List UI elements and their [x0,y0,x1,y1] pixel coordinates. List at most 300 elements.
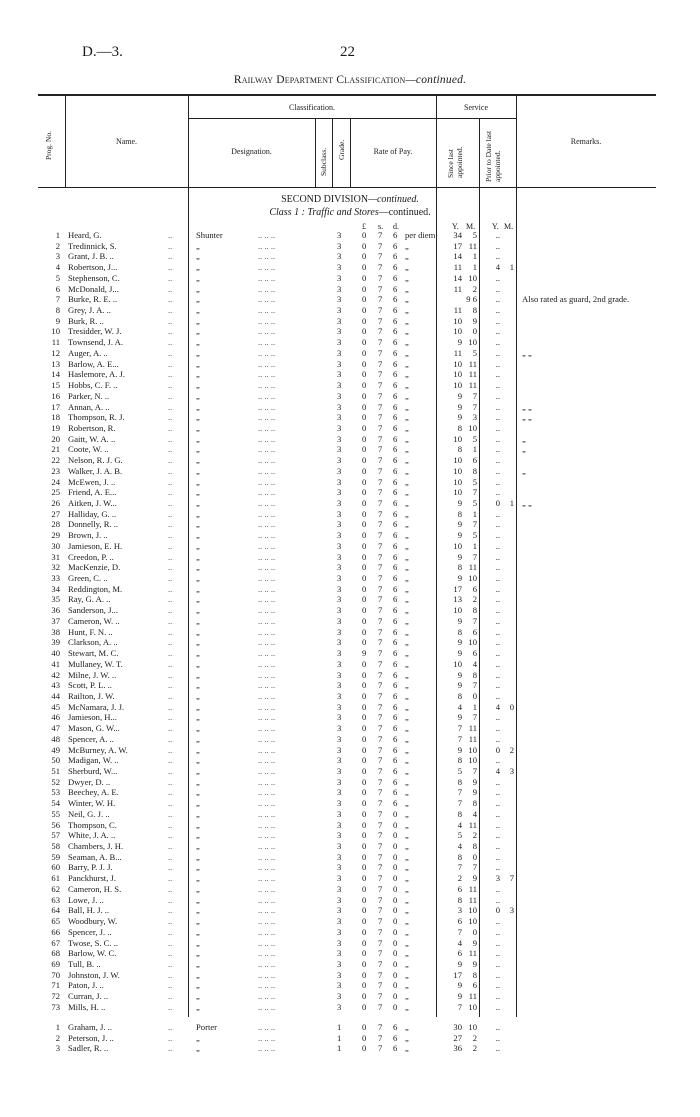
cell-l: 0 [362,937,367,948]
cell-grade: 3 [337,658,342,669]
cell-l: 0 [362,862,367,873]
cell-l: 0 [362,615,367,626]
table-row [0,809,700,820]
cell-y2: .. [495,969,500,980]
cell-y1: 7 [457,862,462,873]
section-title-main: SECOND DIVISION [281,194,369,205]
cell-d: 6 [393,422,398,433]
cell-grade: 3 [337,240,342,251]
cell-s: 7 [378,690,383,701]
cell-des: „ [196,733,200,744]
cell-s: 7 [378,991,383,1002]
cell-dots2: .. .. .. [258,251,276,262]
cell-l: 0 [362,766,367,776]
cell-l: 0 [362,508,367,519]
cell-name: Stephenson, C. [68,272,120,283]
cell-d: 6 [393,573,398,584]
cell-y1: 8 [457,894,462,905]
cell-l: 0 [362,948,367,959]
cell-dots1: .. [168,347,173,358]
cell-s: 7 [378,390,383,401]
cell-des: „ [196,272,200,283]
cell-des: „ [196,626,200,637]
cell-s: 7 [378,894,383,905]
cell-dots1: .. [168,369,173,380]
cell-no: 53 [51,787,60,798]
cell-no: 39 [51,637,60,648]
cell-grade: 3 [337,883,342,894]
cell-y1: 10 [453,455,462,466]
cell-dots1: .. [168,1043,173,1054]
cell-per: „ [405,401,409,412]
cell-des: „ [196,905,200,916]
cell-per: „ [405,798,409,809]
cell-no: 38 [51,626,60,637]
cell-name: Stewart, M. C. [68,648,119,659]
cell-des: „ [196,894,200,905]
cell-name: Sherburd, W... [68,766,118,776]
cell-d: 6 [393,498,398,508]
cell-name: McBurney, A. W. [68,744,128,755]
cell-per: „ [405,937,409,948]
cell-grade: 3 [337,412,342,423]
cell-grade: 3 [337,862,342,873]
cell-grade: 3 [337,583,342,594]
cell-y1: 17 [453,969,462,980]
cell-no: 72 [51,991,60,1002]
cell-s: 7 [378,615,383,626]
cell-l: 0 [362,583,367,594]
table-row [0,702,700,713]
cell-s: 7 [378,422,383,433]
cell-d: 0 [393,916,398,927]
cell-grade: 3 [337,294,342,305]
cell-no: 3 [55,1043,60,1054]
cell-per: „ [405,487,409,498]
cell-d: 6 [393,712,398,723]
cell-des: „ [196,519,200,530]
cell-no: 45 [51,701,60,712]
cell-m1: 3 [472,412,477,423]
cell-dots1: .. [168,851,173,862]
cell-des: „ [196,658,200,669]
cell-s: 7 [378,262,383,273]
cell-no: 43 [51,680,60,691]
cell-y2: .. [495,712,500,723]
cell-m1: 6 [472,583,477,594]
cell-dots2: .. .. .. [258,412,276,423]
cell-dots2: .. .. .. [258,787,276,798]
cell-d: 6 [393,637,398,648]
cell-dots2: .. .. .. [258,498,276,508]
cell-dots2: .. .. .. [258,712,276,723]
cell-y2: 4 [495,262,500,273]
table-row [0,519,700,530]
cell-per: „ [405,1001,409,1012]
cell-name: Tull, B. .. [68,958,101,969]
cell-y1: 4 [457,937,462,948]
cell-per: „ [405,465,409,476]
cell-s: 7 [378,680,383,691]
cell-no: 65 [51,916,60,927]
cell-m1: 9 [472,315,477,326]
cell-dots2: .. .. .. [258,465,276,476]
cell-dots2: .. .. .. [258,926,276,937]
cell-grade: 3 [337,808,342,819]
cell-des: „ [196,862,200,873]
cell-dots2: .. .. .. [258,744,276,755]
cell-dots1: .. [168,680,173,691]
cell-name: Gaitt, W. A. .. [68,433,116,444]
cell-dots1: .. [168,326,173,337]
cell-m1: 2 [472,830,477,841]
running-title-main: Railway Department Classification [233,74,406,86]
table-row [0,326,700,337]
table-row [0,1022,700,1033]
cell-l: 0 [362,1032,367,1043]
cell-dots1: .. [168,894,173,905]
cell-dots2: .. .. .. [258,991,276,1002]
cell-y1: 7 [457,733,462,744]
cell-y1: 9 [457,390,462,401]
cell-dots2: .. .. .. [258,594,276,605]
cell-m1: 11 [468,894,477,905]
cell-no: 36 [51,605,60,616]
cell-s: 7 [378,433,383,444]
cell-y2: .. [495,551,500,562]
cell-y2: .. [495,626,500,637]
cell-dots1: .. [168,862,173,873]
cell-m1: 11 [468,358,477,369]
cell-per: „ [405,369,409,380]
cell-grade: 3 [337,701,342,712]
cell-dots2: .. .. .. [258,1043,276,1054]
cell-dots2: .. .. .. [258,808,276,819]
cell-y1: 2 [457,873,462,884]
cell-l: 9 [362,648,367,659]
cell-l: 0 [362,1043,367,1054]
cell-y1: 9 [457,669,462,680]
cell-des: „ [196,637,200,648]
cell-grade: 3 [337,755,342,766]
cell-y1: 8 [457,562,462,573]
cell-dots1: .. [168,819,173,830]
cell-grade: 3 [337,573,342,584]
cell-des: „ [196,766,200,776]
cell-per: „ [405,969,409,980]
unit-pounds: £ [362,222,366,231]
cell-per: „ [405,508,409,519]
cell-l: 0 [362,573,367,584]
table-row [0,294,700,305]
cell-name: Donnelly, R. .. [68,519,119,530]
cell-s: 7 [378,798,383,809]
cell-s: 7 [378,444,383,455]
cell-grade: 3 [337,433,342,444]
cell-l: 0 [362,540,367,551]
cell-l: 0 [362,712,367,723]
cell-dots2: .. .. .. [258,776,276,787]
cell-dots1: .. [168,958,173,969]
cell-name: Robertson, R. [68,422,116,433]
cell-y1: 7 [457,787,462,798]
cell-y2: 0 [495,498,500,508]
cell-y1: 3 [457,905,462,916]
cell-m1: 11 [468,991,477,1002]
cell-per: „ [405,315,409,326]
cell-name: Thompson, R. J. [68,412,125,423]
cell-name: Reddington, M. [68,583,123,594]
cell-dots1: .. [168,1001,173,1012]
cell-y1: 8 [457,626,462,637]
cell-y1: 10 [453,487,462,498]
cell-m1: 10 [468,744,477,755]
cell-dots2: .. .. .. [258,648,276,659]
cell-des: „ [196,573,200,584]
cell-dots2: .. .. .. [258,637,276,648]
cell-m1: 7 [472,390,477,401]
table-row [0,316,700,327]
cell-grade: 3 [337,744,342,755]
cell-y1: 4 [457,819,462,830]
cell-dots2: .. .. .. [258,969,276,980]
cell-l: 0 [362,422,367,433]
cell-des: „ [196,444,200,455]
cell-no: 10 [51,326,60,337]
cell-dots2: .. .. .. [258,958,276,969]
cell-no: 15 [51,380,60,391]
cell-y1: 27 [453,1032,462,1043]
cell-d: 6 [393,701,398,712]
cell-l: 0 [362,326,367,337]
cell-grade: 3 [337,873,342,884]
cell-d: 0 [393,926,398,937]
cell-y1: 10 [453,433,462,444]
cell-rem: Also rated as guard, 2nd grade. [522,294,630,305]
cell-m1: 11 [468,240,477,251]
cell-l: 0 [362,626,367,637]
cell-s: 7 [378,465,383,476]
cell-s: 7 [378,315,383,326]
cell-per: „ [405,422,409,433]
cell-y1: 10 [453,465,462,476]
cell-name: Mason, G. W... [68,723,120,734]
cell-dots1: .. [168,240,173,251]
cell-y2: .. [495,980,500,991]
cell-s: 7 [378,723,383,734]
cell-y2: .. [495,562,500,573]
cell-d: 6 [393,626,398,637]
cell-m1: 1 [472,540,477,551]
cell-s: 7 [378,594,383,605]
cell-name: Paton, J. .. [68,980,104,991]
cell-d: 6 [393,272,398,283]
cell-grade: 3 [337,540,342,551]
cell-grade: 3 [337,637,342,648]
cell-y2: .. [495,916,500,927]
cell-dots1: .. [168,487,173,498]
table-row [0,970,700,981]
cell-l: 0 [362,433,367,444]
cell-per: „ [405,272,409,283]
cell-dots1: .. [168,841,173,852]
cell-grade: 3 [337,615,342,626]
cell-grade: 3 [337,380,342,391]
cell-m1: 8 [472,841,477,852]
cell-m1: 2 [472,1032,477,1043]
cell-no: 63 [51,894,60,905]
cell-des: „ [196,948,200,959]
class-subtitle [0,207,700,218]
cell-m1: 1 [472,262,477,273]
cell-name: Townsend, J. A. [68,337,124,348]
cell-y2: .. [495,798,500,809]
cell-des: „ [196,916,200,927]
cell-l: 0 [362,980,367,991]
cell-d: 0 [393,841,398,852]
cell-d: 6 [393,594,398,605]
unit-prior-years: Y. [492,222,499,231]
cell-y1: 9 [457,551,462,562]
cell-dots2: .. .. .. [258,766,276,776]
cell-y1: 10 [453,326,462,337]
cell-d: 6 [393,690,398,701]
cell-y1: 11 [453,283,462,294]
cell-s: 7 [378,701,383,712]
cell-dots2: .. .. .. [258,508,276,519]
cell-per: „ [405,701,409,712]
cell-m1: 10 [468,272,477,283]
unit-pence: d. [393,222,399,231]
cell-dots1: .. [168,969,173,980]
cell-s: 7 [378,862,383,873]
cell-d: 0 [393,905,398,916]
cell-grade: 3 [337,305,342,316]
cell-des: „ [196,712,200,723]
cell-y1: 7 [457,798,462,809]
cell-y2: .. [495,648,500,659]
document-reference: D.—3. [82,44,123,60]
cell-no: 2 [55,1032,60,1043]
table-row [0,745,700,756]
cell-no: 70 [51,969,60,980]
cell-dots2: .. .. .. [258,723,276,734]
cell-grade: 1 [337,1032,342,1043]
cell-s: 7 [378,251,383,262]
cell-des: „ [196,465,200,476]
cell-y2: .. [495,540,500,551]
cell-l: 0 [362,240,367,251]
cell-per: „ [405,905,409,916]
cell-m1: 7 [472,487,477,498]
cell-m1: 1 [472,251,477,262]
cell-per: „ [405,380,409,391]
cell-dots2: .. .. .. [258,905,276,916]
cell-no: 25 [51,487,60,498]
cell-no: 41 [51,658,60,669]
cell-y2: .. [495,455,500,466]
cell-m1: 11 [468,819,477,830]
table-row [0,391,700,402]
cell-s: 7 [378,1022,383,1032]
cell-per: „ [405,283,409,294]
cell-grade: 3 [337,723,342,734]
table-row [0,884,700,895]
cell-dots1: .. [168,562,173,573]
cell-dots2: .. .. .. [258,326,276,337]
cell-des: „ [196,305,200,316]
cell-dots1: .. [168,380,173,391]
cell-name: Winter, W. H. [68,798,116,809]
cell-y2: .. [495,991,500,1002]
cell-per: per diem [405,230,436,240]
cell-d: 6 [393,455,398,466]
cell-d: 6 [393,744,398,755]
cell-dots2: .. .. .. [258,583,276,594]
cell-m1: 10 [468,1022,477,1032]
cell-grade: 3 [337,562,342,573]
cell-l: 0 [362,658,367,669]
cell-no: 16 [51,390,60,401]
cell-name: Woodbury, W. [68,916,118,927]
class-name: Traffic and Stores [307,207,379,218]
cell-des: „ [196,980,200,991]
cell-s: 7 [378,830,383,841]
cell-name: Spencer, J. .. [68,926,112,937]
cell-d: 6 [393,305,398,316]
cell-m1: 1 [472,444,477,455]
cell-no: 71 [51,980,60,991]
cell-no: 55 [51,808,60,819]
cell-des: „ [196,380,200,391]
table-row [0,830,700,841]
cell-l: 0 [362,347,367,358]
cell-per: „ [405,594,409,605]
cell-d: 6 [393,412,398,423]
header-designation: Designation. [231,147,272,156]
table-row [0,380,700,391]
cell-des: „ [196,476,200,487]
table-row [0,359,700,370]
cell-dots1: .. [168,465,173,476]
cell-dots2: .. .. .. [258,315,276,326]
table-row [0,605,700,616]
cell-m1: 11 [468,380,477,391]
cell-no: 5 [55,272,60,283]
cell-y1: 9 [457,712,462,723]
cell-dots2: .. .. .. [258,369,276,380]
cell-dots2: .. .. .. [258,240,276,251]
cell-no: 35 [51,594,60,605]
cell-grade: 3 [337,926,342,937]
cell-m1: 9 [472,937,477,948]
cell-d: 6 [393,358,398,369]
cell-d: 6 [393,315,398,326]
cell-y2: .. [495,444,500,455]
cell-dots2: .. .. .. [258,894,276,905]
table-row [0,616,700,627]
cell-s: 7 [378,712,383,723]
table-row [0,820,700,831]
cell-l: 0 [362,787,367,798]
cell-no: 6 [55,283,60,294]
cell-des: „ [196,605,200,616]
cell-y1: 7 [457,723,462,734]
cell-m1: 1 [472,701,477,712]
cell-y1: 5 [457,766,462,776]
cell-d: 6 [393,605,398,616]
cell-grade: 3 [337,337,342,348]
